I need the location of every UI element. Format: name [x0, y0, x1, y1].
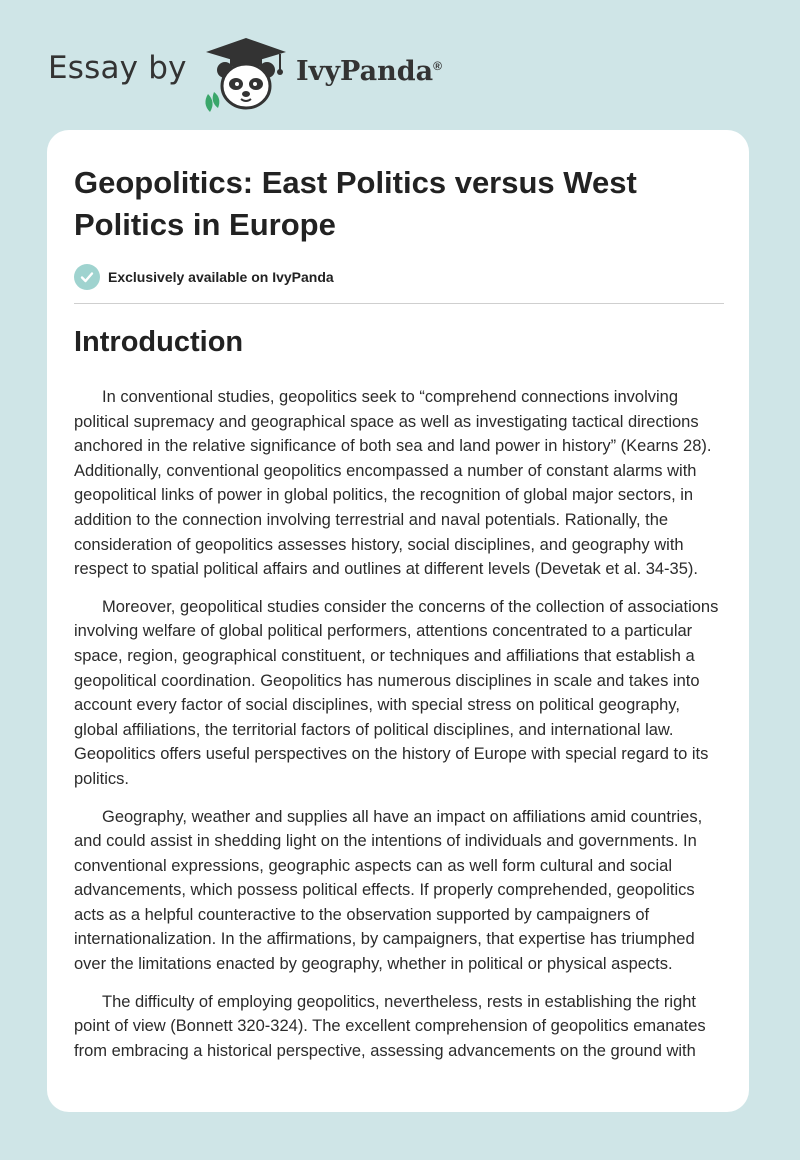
- paragraph: Moreover, geopolitical studies consider the concerns of the collection of associations involving welfare of global political performers, attentions concentrated to a particular space, region, geographical constituent, or techniques and affiliations that establish a geopolitical coordination. Geopolitics has numerous disciplines in scale and takes into account every factor of social disciplines, with special stress on political geography, global affiliations, the territorial factors of political disciplines, and international law. Geopolitics offers useful perspectives on the history of Europe with special regard to its politics.: [74, 597, 719, 788]
- check-circle-icon: [74, 264, 100, 290]
- section-heading: Introduction: [74, 326, 244, 358]
- brand-header[interactable]: [48, 34, 488, 114]
- page-title: Geopolitics: East Politics versus West Politics in Europe: [74, 165, 637, 242]
- panda-graduate-icon: [200, 34, 292, 114]
- paragraph: The difficulty of employing geopolitics, nevertheless, rests in establishing the right point of view (Bonnett 320-324). The excellent comprehension of geopolitics emanates from embracing a historical perspective, assessing advancements on the ground with: [74, 992, 706, 1060]
- paragraph: In conventional studies, geopolitics seek to “comprehend connections involving political supremacy and geographical space as well as investigating tactical directions anchored in the relative significance of both sea and land power in history” (Kearns 28). Additionally, conventional geopolitics encompassed a number of constant alarms with geopolitical links of power in global politics, the recognition of global major sectors, in addition to the connection involving terrestrial and naval potentials. Rationally, the consideration of geopolitics assesses history, social disciplines, and geography with respect to spatial political affairs and outlines at different levels (Devetak et al. 34-35).: [74, 388, 712, 579]
- badge-label: Exclusively available on IvyPanda: [108, 269, 334, 285]
- paragraph: Geography, weather and supplies all have an impact on affiliations amid countries, and could assist in shedding light on the intentions of individuals and governments. In conventional expressions, geographic aspects can as well form cultural and social advancements, which possess political effects. If properly comprehended, geopolitics acts as a helpful counteractive to the observation supported by campaigners of internationalization. In the affirmations, by campaigners, that expertise has triumphed over the limitations enacted by geography, whether in political or physical aspects.: [74, 807, 703, 974]
- article-body: [74, 385, 724, 1076]
- brand-prefix: Essay by: [48, 50, 187, 86]
- divider: [74, 303, 724, 304]
- brand-name: IvyPanda®: [296, 56, 442, 87]
- article-card: [47, 130, 749, 1112]
- exclusive-badge: [74, 264, 334, 290]
